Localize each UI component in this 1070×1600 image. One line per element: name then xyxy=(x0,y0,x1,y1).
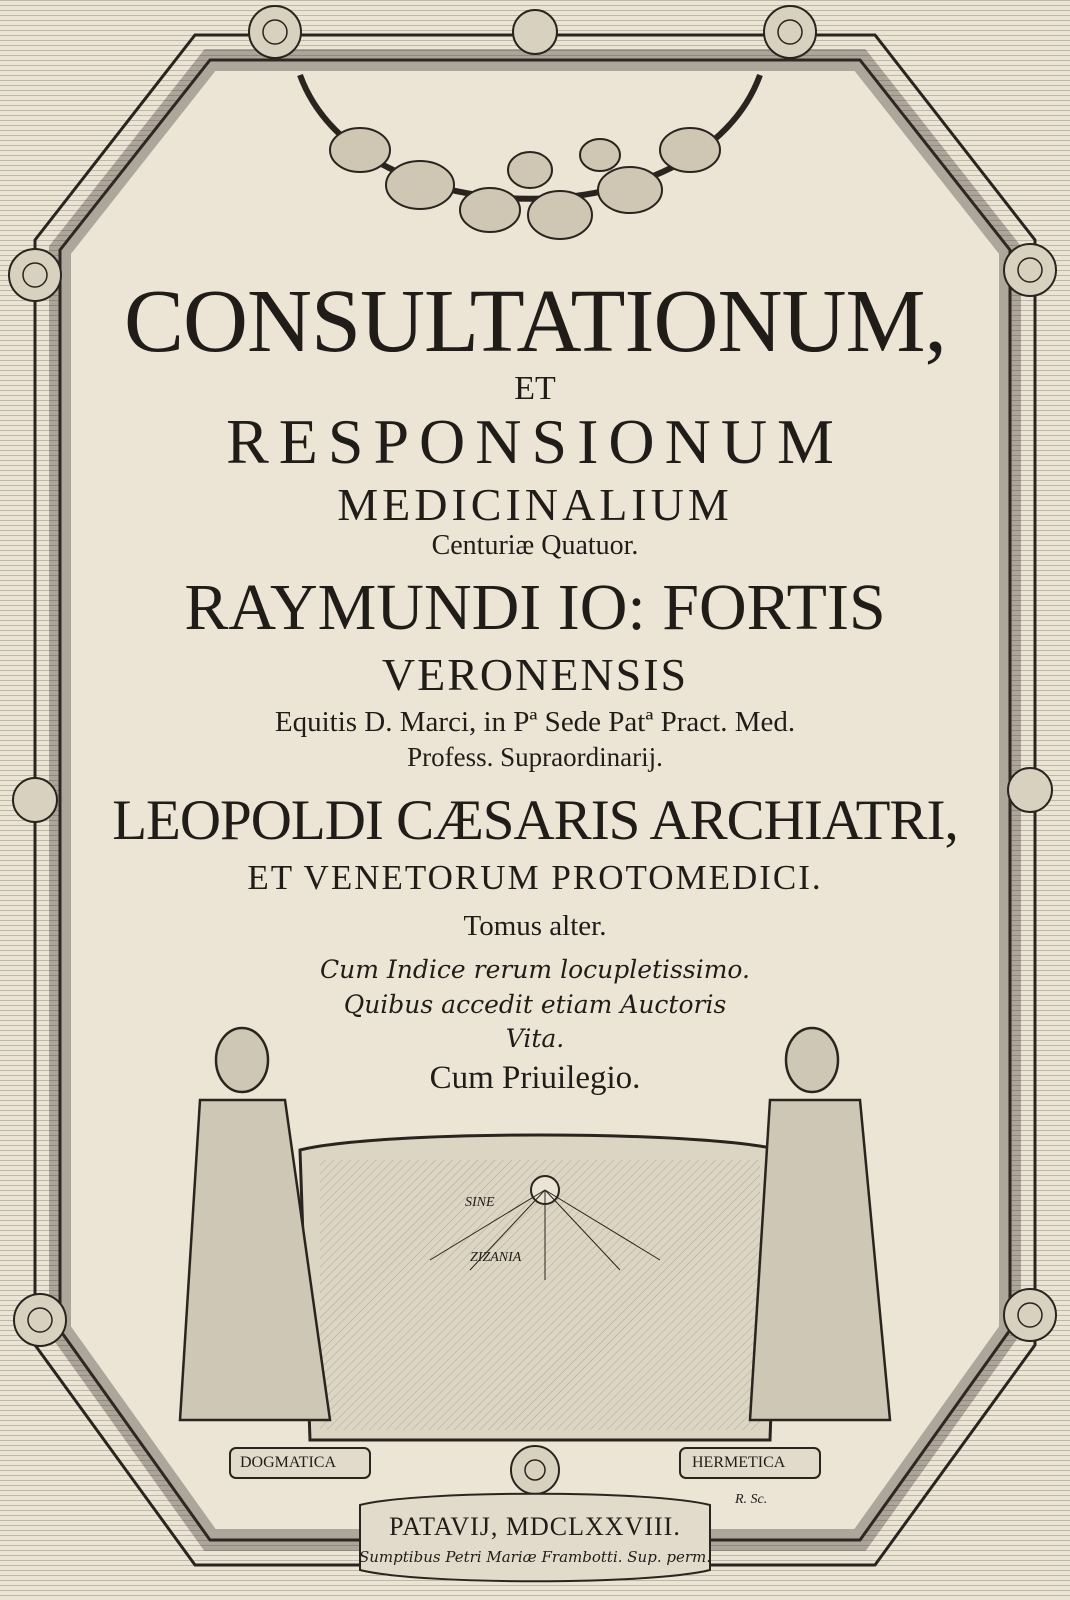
author-origin: VERONENSIS xyxy=(381,649,689,700)
vita-note: Quibus accedit etiam Auctoris xyxy=(343,990,727,1019)
volume-note: Tomus alter. xyxy=(463,910,607,942)
label-dogmatica: DOGMATICA xyxy=(240,1454,336,1471)
label-hermetica: HERMETICA xyxy=(692,1454,786,1471)
vita-word: Vita. xyxy=(505,1024,565,1053)
author-professorship: Profess. Supraordinarij. xyxy=(407,742,663,772)
imprint-printer: Sumptibus Petri Mariæ Frambotti. Sup. perm. xyxy=(359,1548,711,1566)
imprint-place-year: PATAVIJ, MDCLXXVIII. xyxy=(389,1512,681,1541)
privilege-note: Cum Priuilegio. xyxy=(429,1060,641,1096)
engraver-signature: R. Sc. xyxy=(735,1492,768,1507)
subtitle-centuriae: Centuriæ Quatuor. xyxy=(431,530,639,561)
author-protomedicus: ET VENETORUM PROTOMEDICI. xyxy=(247,858,823,897)
main-title: CONSULTATIONUM, xyxy=(123,272,947,371)
author-archiatrus: LEOPOLDI CÆSARIS ARCHIATRI, xyxy=(112,789,958,852)
banner-sine: SINE xyxy=(465,1195,495,1210)
banner-zizania: ZIZANIA xyxy=(470,1250,522,1265)
author-name: RAYMUNDI IO: FORTIS xyxy=(184,571,886,644)
conjunction-et: ET xyxy=(514,370,556,407)
index-note: Cum Indice rerum locupletissimo. xyxy=(320,955,750,984)
title-line-medicinalium: MEDICINALIUM xyxy=(337,479,733,530)
title-line-responsionum: RESPONSIONUM xyxy=(226,406,844,477)
author-titles: Equitis D. Marci, in Pª Sede Patª Pract. Med. xyxy=(274,706,796,738)
